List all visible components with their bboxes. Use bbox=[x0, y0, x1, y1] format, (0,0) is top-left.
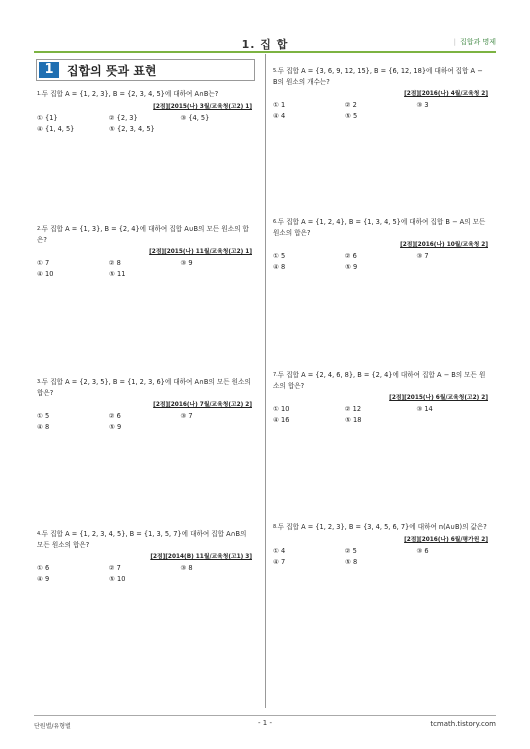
question-source: [2점][2016(나) 6월/평가원 2] bbox=[404, 536, 488, 543]
divider-bar: | bbox=[453, 38, 456, 46]
problem-4 bbox=[37, 529, 252, 585]
answer-choices bbox=[37, 563, 252, 585]
choice-3: ③ 7 bbox=[180, 412, 193, 420]
choice-2: ② 5 bbox=[344, 546, 357, 555]
question-text bbox=[273, 522, 488, 533]
section-heading bbox=[36, 59, 255, 81]
question-number: 3. bbox=[37, 379, 42, 385]
problem-8 bbox=[273, 522, 488, 568]
answer-choices bbox=[273, 404, 488, 426]
question-body: 두 집합 A = {1, 2, 3}, B = {3, 4, 5, 6, 7}에 대하여 n(A∪B)의 값은? bbox=[277, 523, 487, 531]
choice-5: ⑤ 9 bbox=[345, 263, 358, 271]
choice-4: ④ 8 bbox=[37, 423, 50, 431]
question-source: [2점][2016(나) 10월/교육청 2] bbox=[400, 242, 488, 248]
question-source: [2점][2016(나) 7월/교육청(고2) 2] bbox=[153, 402, 252, 408]
answer-choices bbox=[273, 251, 488, 273]
choice-2: ② {2, 3} bbox=[108, 113, 138, 122]
question-body: 두 집합 A = {1, 3}, B = {2, 4}에 대하여 집합 A∪B의 모든 원소의 합은? bbox=[37, 225, 249, 244]
problem-6 bbox=[273, 217, 488, 273]
choice-5: ⑤ 8 bbox=[345, 557, 358, 566]
choice-1: ① 1 bbox=[273, 101, 286, 109]
choice-5: ⑤ 9 bbox=[109, 423, 122, 431]
question-body: 두 집합 A = {1, 2, 4}, B = {1, 3, 4, 5}에 대하여 집합 B − A의 모든 원소의 합은? bbox=[273, 218, 486, 237]
choice-1: ① 5 bbox=[273, 252, 286, 260]
choice-4: ④ 8 bbox=[273, 263, 286, 271]
page-header-title: 1. 집 합 bbox=[241, 38, 289, 51]
footer-rule bbox=[34, 715, 496, 716]
page-header-subtitle bbox=[454, 37, 496, 47]
choice-2: ② 6 bbox=[344, 252, 357, 260]
question-number: 2. bbox=[37, 226, 42, 232]
answer-choices bbox=[273, 546, 488, 568]
question-text bbox=[273, 66, 488, 87]
choice-3: ③ 9 bbox=[180, 259, 193, 267]
choice-2: ② 6 bbox=[108, 412, 121, 420]
choice-3: ③ 7 bbox=[416, 252, 429, 260]
choice-4: ④ 7 bbox=[273, 557, 286, 566]
question-text bbox=[37, 89, 252, 100]
question-number: 5. bbox=[273, 68, 278, 74]
answer-choices bbox=[37, 113, 252, 135]
choice-3: ③ 3 bbox=[416, 101, 429, 109]
subtitle-text: 집합과 명제 bbox=[459, 38, 496, 46]
question-text bbox=[273, 217, 488, 238]
question-text bbox=[37, 529, 252, 550]
choice-2: ② 8 bbox=[108, 259, 121, 267]
choice-1: ① {1} bbox=[37, 113, 58, 122]
question-number: 6. bbox=[273, 219, 278, 225]
choice-3: ③ 6 bbox=[416, 546, 429, 555]
choice-5: ⑤ 18 bbox=[345, 416, 362, 424]
column-divider bbox=[265, 54, 266, 708]
problem-2 bbox=[37, 224, 252, 280]
choice-3: ③ 14 bbox=[416, 405, 433, 413]
question-number: 1. bbox=[37, 91, 42, 97]
choice-5: ⑤ {2, 3, 4, 5} bbox=[109, 124, 155, 133]
choice-1: ① 5 bbox=[37, 412, 50, 420]
section-number: 1 bbox=[39, 62, 59, 78]
choice-4: ④ 9 bbox=[37, 575, 50, 583]
choice-2: ② 12 bbox=[344, 405, 362, 413]
choice-4: ④ 4 bbox=[273, 112, 286, 120]
question-number: 8. bbox=[273, 524, 278, 530]
problem-3 bbox=[37, 377, 252, 433]
choice-4: ④ 10 bbox=[37, 270, 54, 278]
problem-5 bbox=[273, 66, 488, 122]
question-body: 두 집합 A = {1, 2, 3}, B = {2, 3, 4, 5}에 대하여 A∩B는? bbox=[41, 90, 219, 98]
question-source: [2점][2014(B) 11월/교육청(고1) 3] bbox=[150, 554, 252, 560]
page-number: - 1 - bbox=[258, 719, 272, 727]
question-source: [2점][2015(나) 6월/교육청(고2) 2] bbox=[389, 395, 488, 401]
question-number: 4. bbox=[37, 531, 42, 537]
choice-1: ① 6 bbox=[37, 564, 50, 572]
choice-2: ② 2 bbox=[344, 101, 357, 109]
choice-2: ② 7 bbox=[108, 564, 121, 572]
choice-1: ① 7 bbox=[37, 259, 50, 267]
choice-1: ① 4 bbox=[273, 546, 286, 555]
question-body: 두 집합 A = {3, 6, 9, 12, 15}, B = {6, 12, 18}에 대하여 집합 A − B의 원소의 개수는? bbox=[273, 67, 483, 86]
question-text bbox=[37, 224, 252, 245]
question-body: 두 집합 A = {2, 4, 6, 8}, B = {2, 4}에 대하여 집합 A − B의 모든 원소의 합은? bbox=[273, 371, 486, 390]
footer-site-link[interactable]: tcmath.tistory.com bbox=[430, 720, 496, 728]
choice-5: ⑤ 5 bbox=[345, 112, 358, 120]
choice-4: ④ {1, 4, 5} bbox=[37, 124, 75, 133]
problem-1 bbox=[37, 89, 252, 135]
question-source: [2점][2015(나) 3월/교육청(고2) 1] bbox=[153, 103, 252, 110]
footer-left: 단원별/유형별 bbox=[34, 723, 71, 730]
choice-3: ③ 8 bbox=[180, 564, 193, 572]
question-text bbox=[273, 370, 488, 391]
choice-1: ① 10 bbox=[273, 405, 290, 413]
question-body: 두 집합 A = {1, 2, 3, 4, 5}, B = {1, 3, 5, 7}에 대하여 집합 A∩B의 모든 원소의 합은? bbox=[37, 530, 247, 549]
question-text bbox=[37, 377, 252, 398]
answer-choices bbox=[37, 411, 252, 433]
choice-5: ⑤ 10 bbox=[109, 575, 126, 583]
question-body: 두 집합 A = {2, 3, 5}, B = {1, 2, 3, 6}에 대하여 A∩B의 모든 원소의 합은? bbox=[37, 378, 251, 397]
choice-4: ④ 16 bbox=[273, 416, 290, 424]
header-rule bbox=[34, 51, 496, 53]
question-source: [2점][2016(나) 4월/교육청 2] bbox=[404, 91, 488, 97]
section-title: 집합의 뜻과 표현 bbox=[67, 64, 157, 78]
choice-5: ⑤ 11 bbox=[109, 270, 126, 278]
answer-choices bbox=[273, 100, 488, 122]
problem-7 bbox=[273, 370, 488, 426]
choice-3: ③ {4, 5} bbox=[180, 113, 210, 122]
question-number: 7. bbox=[273, 372, 278, 378]
answer-choices bbox=[37, 258, 252, 280]
question-source: [2점][2015(나) 11월/교육청(고2) 1] bbox=[149, 249, 252, 255]
